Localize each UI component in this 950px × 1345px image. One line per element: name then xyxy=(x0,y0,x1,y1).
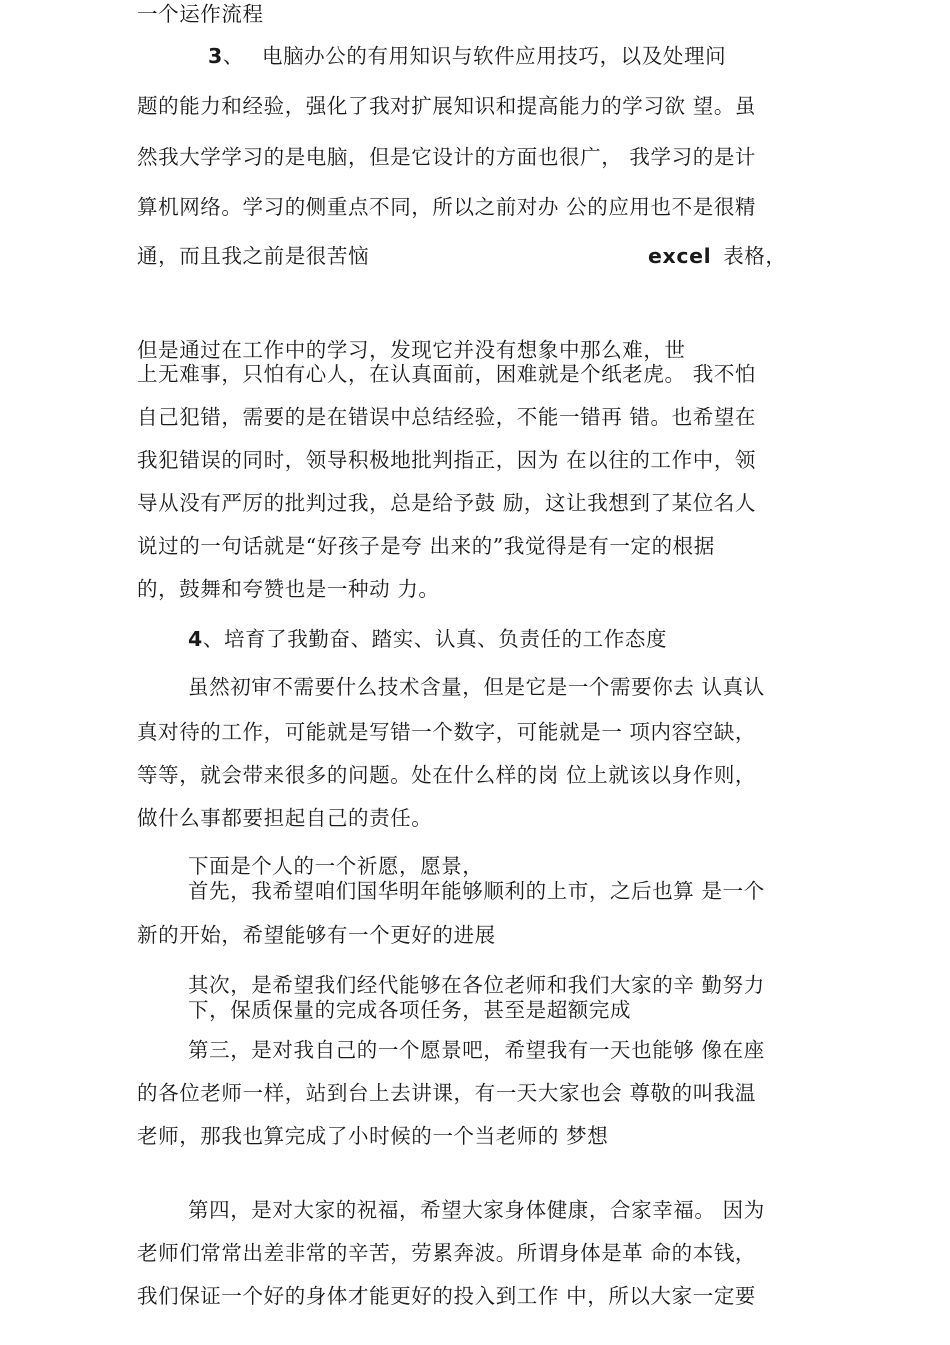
excel-term: excel xyxy=(648,244,712,268)
text-line xyxy=(188,675,765,699)
section-title: 电脑办公的有用知识与软件应用技巧，以及处理问 xyxy=(261,44,727,68)
line-text: 的，鼓舞和夸赞也是一种动 力。 xyxy=(137,577,440,601)
text-line xyxy=(137,763,756,787)
line-text: 一个运作流程 xyxy=(137,2,264,26)
text-line xyxy=(188,973,765,997)
text-line xyxy=(137,244,797,268)
text-line xyxy=(188,1198,765,1222)
line-text: 但是通过在工作中的学习，发现它并没有想象中那么难，世 xyxy=(137,338,686,362)
section-number: 3 xyxy=(208,44,223,68)
line-text: 表格， xyxy=(723,244,787,268)
line-text: 题的能力和经验，强化了我对扩展知识和提高能力的学习欲 望。虽 xyxy=(137,94,757,118)
excel-group xyxy=(648,244,787,268)
text-line xyxy=(137,448,756,472)
line-text: 第三，是对我自己的一个愿景吧，希望我有一天也能够 像在座 xyxy=(188,1038,765,1062)
line-text: 然我大学学习的是电脑，但是它设计的方面也很广， 我学习的是计 xyxy=(137,145,757,169)
text-line xyxy=(137,195,756,219)
line-text: 导从没有严厉的批判过我，总是给予鼓 励，这让我想到了某位名人 xyxy=(137,491,757,515)
text-line xyxy=(137,338,686,362)
section-3-heading xyxy=(208,44,726,68)
text-line xyxy=(137,1241,756,1265)
line-text: 虽然初审不需要什么技术含量，但是它是一个需要你去 认真认 xyxy=(188,675,765,699)
text-line xyxy=(137,1284,756,1308)
line-text: 做什么事都要担起自己的责任。 xyxy=(137,806,433,830)
text-line xyxy=(137,1081,756,1105)
line-text: 我犯错误的同时，领导积极地批判指正，因为 在以往的工作中，领 xyxy=(137,448,757,472)
text-line xyxy=(137,405,756,429)
line-text: 其次，是希望我们经代能够在各位老师和我们大家的辛 勤努力 xyxy=(188,973,765,997)
text-line xyxy=(137,806,432,830)
line-text: 下，保质保量的完成各项任务，甚至是超额完成 xyxy=(188,998,632,1022)
text-line xyxy=(137,720,756,744)
line-text: 首先，我希望咱们国华明年能够顺利的上市，之后也算 是一个 xyxy=(188,879,765,903)
text-line xyxy=(188,879,765,903)
line-text: 真对待的工作，可能就是写错一个数字，可能就是一 项内容空缺， xyxy=(137,720,757,744)
section-punct: 、 xyxy=(222,44,244,68)
text-line xyxy=(188,854,483,878)
text-line xyxy=(137,1124,608,1148)
text-line xyxy=(188,1038,765,1062)
text-line xyxy=(137,145,756,169)
line-text: 第四，是对大家的祝福，希望大家身体健康，合家幸福。 因为 xyxy=(188,1198,765,1222)
text-line xyxy=(137,2,264,26)
line-text: 算机网络。学习的侧重点不同，所以之前对办 公的应用也不是很精 xyxy=(137,195,757,219)
line-text: 上无难事，只怕有心人，在认真面前，困难就是个纸老虎。 我不怕 xyxy=(137,362,757,386)
section-4-heading xyxy=(188,627,667,651)
line-text: 说过的一句话就是“好孩子是夸 出来的”我觉得是有一定的根据 xyxy=(137,534,715,558)
text-line xyxy=(137,362,756,386)
line-text: 老师，那我也算完成了小时候的一个当老师的 梦想 xyxy=(137,1124,609,1148)
line-text: 自己犯错，需要的是在错误中总结经验，不能一错再 错。也希望在 xyxy=(137,405,757,429)
text-line xyxy=(137,577,440,601)
line-text: 老师们常常出差非常的辛苦，劳累奔波。所谓身体是革 命的本钱， xyxy=(137,1241,757,1265)
section-title: 、培育了我勤奋、踏实、认真、负责任的工作态度 xyxy=(202,627,668,651)
line-text: 我们保证一个好的身体才能更好的投入到工作 中，所以大家一定要 xyxy=(137,1284,757,1308)
line-text: 通，而且我之前是很苦恼 xyxy=(137,244,370,268)
line-text: 等等，就会带来很多的问题。处在什么样的岗 位上就该以身作则， xyxy=(137,763,757,787)
line-text: 的各位老师一样，站到台上去讲课，有一天大家也会 尊敬的叫我温 xyxy=(137,1081,757,1105)
text-line xyxy=(137,94,756,118)
text-line xyxy=(137,534,715,558)
text-line xyxy=(137,491,756,515)
text-line xyxy=(188,998,631,1022)
text-line xyxy=(137,923,496,947)
section-number: 4 xyxy=(188,627,203,651)
line-text: 下面是个人的一个祈愿，愿景， xyxy=(188,854,484,878)
line-text: 新的开始，希望能够有一个更好的进展 xyxy=(137,923,496,947)
